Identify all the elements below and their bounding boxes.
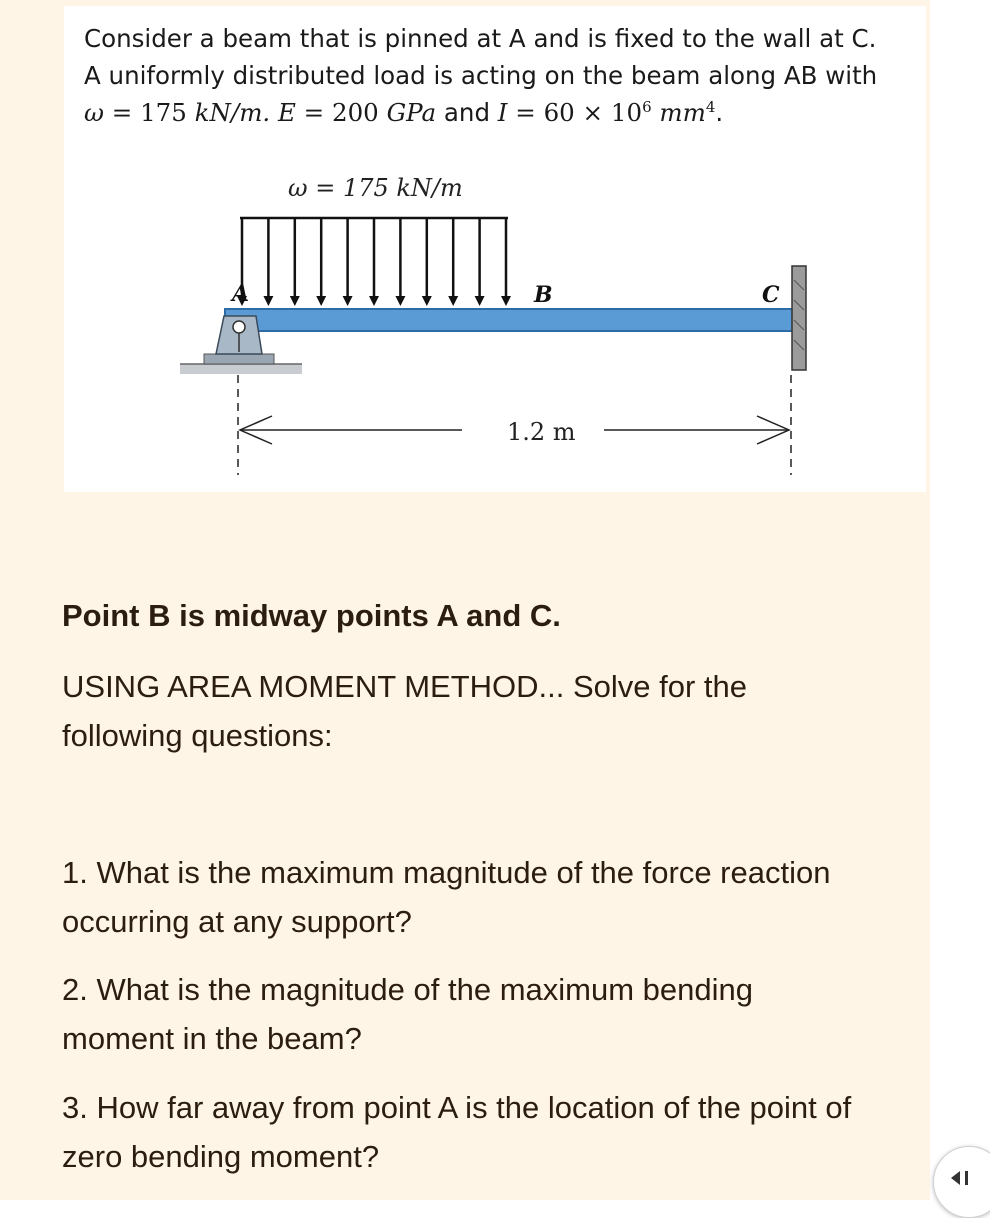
load-arrow-head-icon <box>290 296 300 306</box>
pagination-button[interactable] <box>933 1146 990 1218</box>
i-unit: mm <box>659 98 706 127</box>
i-value: 60 × 10 <box>543 98 643 127</box>
load-arrow-head-icon <box>475 296 485 306</box>
question-3: 3. How far away from point A is the location of the point of zero bending moment? <box>62 1090 852 1174</box>
equals-3: = <box>507 98 544 127</box>
load-label: ω = 175 kN/m <box>288 174 463 202</box>
point-b-note: Point B is midway points A and C. <box>62 598 561 633</box>
equals-2: = <box>295 98 332 127</box>
label-c: C <box>762 282 780 308</box>
e-value: 200 <box>332 98 387 127</box>
equals-1: = <box>103 98 141 127</box>
load-arrow-head-icon <box>263 296 273 306</box>
e-unit: GPa <box>386 98 437 127</box>
fixed-wall-icon <box>792 266 806 370</box>
load-arrow-head-icon <box>369 296 379 306</box>
i-symbol: I <box>497 98 508 127</box>
pagination-bar-icon <box>965 1171 968 1185</box>
load-arrow-head-icon <box>422 296 432 306</box>
period: . <box>715 98 724 127</box>
label-b: B <box>534 282 553 308</box>
omega-symbol: ω <box>84 98 104 127</box>
question-1: 1. What is the maximum magnitude of the force reaction occurring at any support? <box>62 855 831 939</box>
load-arrow-head-icon <box>395 296 405 306</box>
omega-value: 175 <box>140 98 195 127</box>
pagination-arrow-icon <box>951 1171 960 1185</box>
beam-diagram <box>0 0 990 500</box>
span-label: 1.2 m <box>507 418 576 446</box>
i-unit-exponent: 4 <box>705 97 716 116</box>
and-text: and <box>436 98 498 127</box>
load-arrow-head-icon <box>448 296 458 306</box>
beam <box>225 309 795 331</box>
distributed-load-arrows <box>237 218 511 306</box>
problem-line-1: Consider a beam that is pinned at A and is fixed to the wall at C. <box>84 24 877 53</box>
question-2: 2. What is the magnitude of the maximum bending moment in the beam? <box>62 972 753 1056</box>
i-exponent: 6 <box>642 97 652 116</box>
omega-unit: kN/m. E <box>194 98 296 127</box>
label-a: A <box>232 281 250 307</box>
load-arrow-head-icon <box>343 296 353 306</box>
load-arrow-head-icon <box>316 296 326 306</box>
load-arrow-head-icon <box>501 296 511 306</box>
instruction: USING AREA MOMENT METHOD... Solve for the following questions: <box>62 669 748 753</box>
problem-line-2: A uniformly distributed load is acting on the beam along AB with <box>84 61 878 90</box>
